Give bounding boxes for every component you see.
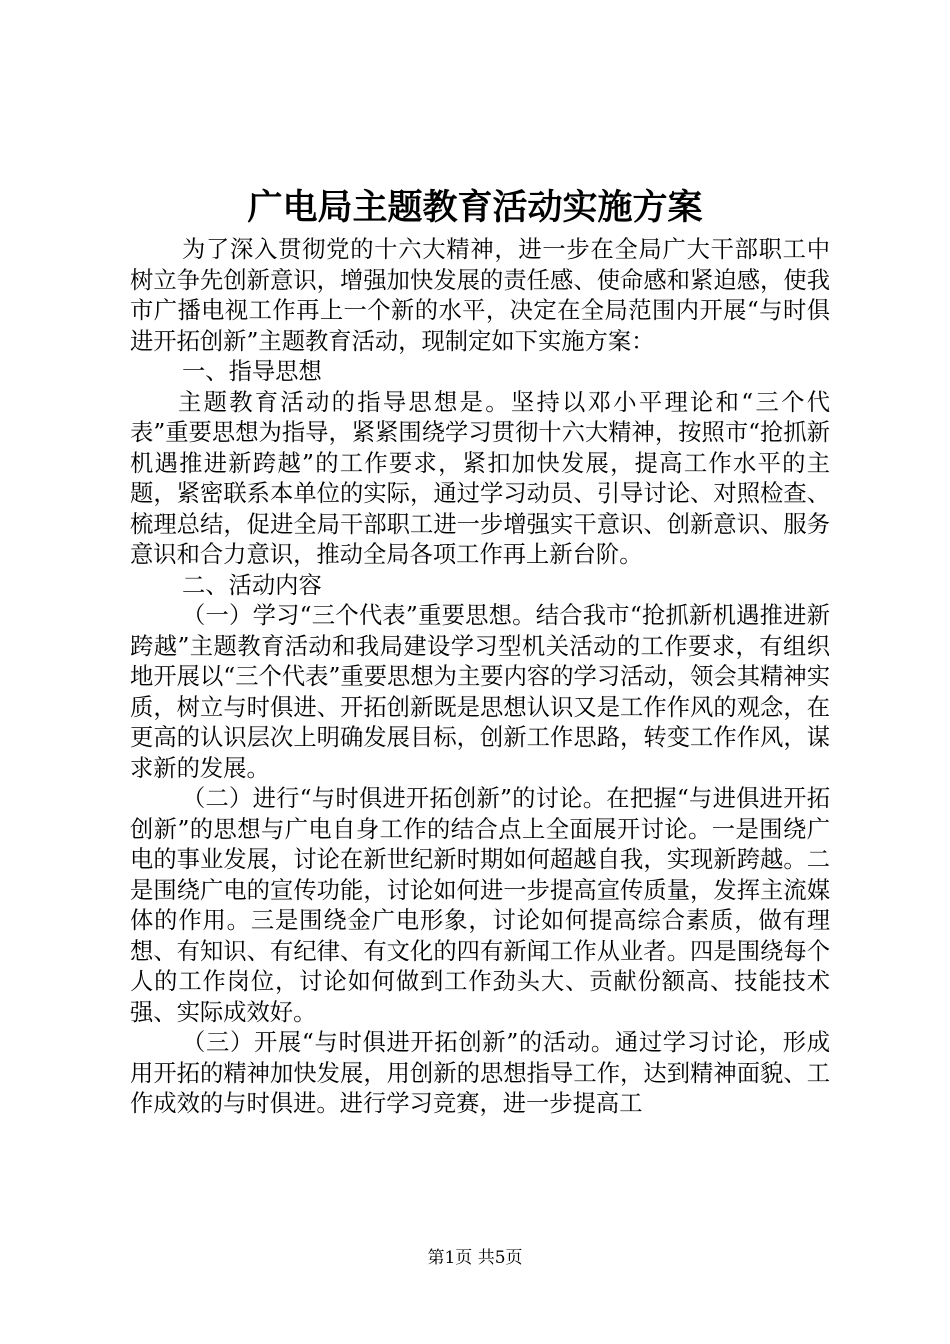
document-title: 广电局主题教育活动实施方案 <box>247 187 703 228</box>
intro-paragraph: 为了深入贯彻党的十六大精神，进一步在全局广大干部职工中树立争先创新意识，增强加快发展的责任感、使命感和紧迫感，使我市广播电视工作再上一个新的水平，决定在全局范围内开展“与时俱进开拓创新”主题教育活动，现制定如下实施方案： <box>130 236 830 355</box>
page-footer: 第1页 共5页 <box>427 1248 523 1268</box>
section-heading-guiding-thought: 一、指导思想 <box>182 358 322 385</box>
document-body <box>130 235 830 1120</box>
item-2-paragraph: （二）进行“与时俱进开拓创新”的讨论。在把握“与进俱进开拓创新”的思想与广电自身工作的结合点上全面展开讨论。一是围绕广电的事业发展，讨论在新世纪新时期如何超越自我，实现新跨越。二是围绕广电的宣传功能，讨论如何进一步提高宣传质量，发挥主流媒体的作用。三是围绕金广电形象，讨论如何提高综合素质，做有理想、有知识、有纪律、有文化的四有新闻工作从业者。四是围绕每个人的工作岗位，讨论如何做到工作劲头大、贡献份额高、技能技术强、实际成效好。 <box>130 785 830 1026</box>
section-heading-activity-content: 二、活动内容 <box>182 571 322 599</box>
item-3-paragraph: （三）开展“与时俱进开拓创新”的活动。通过学习讨论，形成用开拓的精神加快发展，用创新的思想指导工作，达到精神面貌、工作成效的与时俱进。进行学习竞赛，进一步提高工 <box>130 1029 830 1117</box>
guiding-thought-paragraph: 主题教育活动的指导思想是。坚持以邓小平理论和“三个代表”重要思想为指导，紧紧围绕学习贯彻十六大精神，按照市“抢抓新机遇推进新跨越”的工作要求，紧扣加快发展，提高工作水平的主题，紧密联系本单位的实际，通过学习动员、引导讨论、对照检查、梳理总结，促进全局干部职工进一步增强实干意识、创新意识、服务意识和合力意识，推动全局各项工作再上新台阶。 <box>130 388 830 568</box>
item-1-paragraph: （一）学习“三个代表”重要思想。结合我市“抢抓新机遇推进新跨越”主题教育活动和我局建设学习型机关活动的工作要求，有组织地开展以“三个代表”重要思想为主要内容的学习活动，领会其精神实质，树立与时俱进、开拓创新既是思想认识又是工作作风的观念，在更高的认识层次上明确发展目标，创新工作思路，转变工作作风，谋求新的发展。 <box>130 602 830 782</box>
